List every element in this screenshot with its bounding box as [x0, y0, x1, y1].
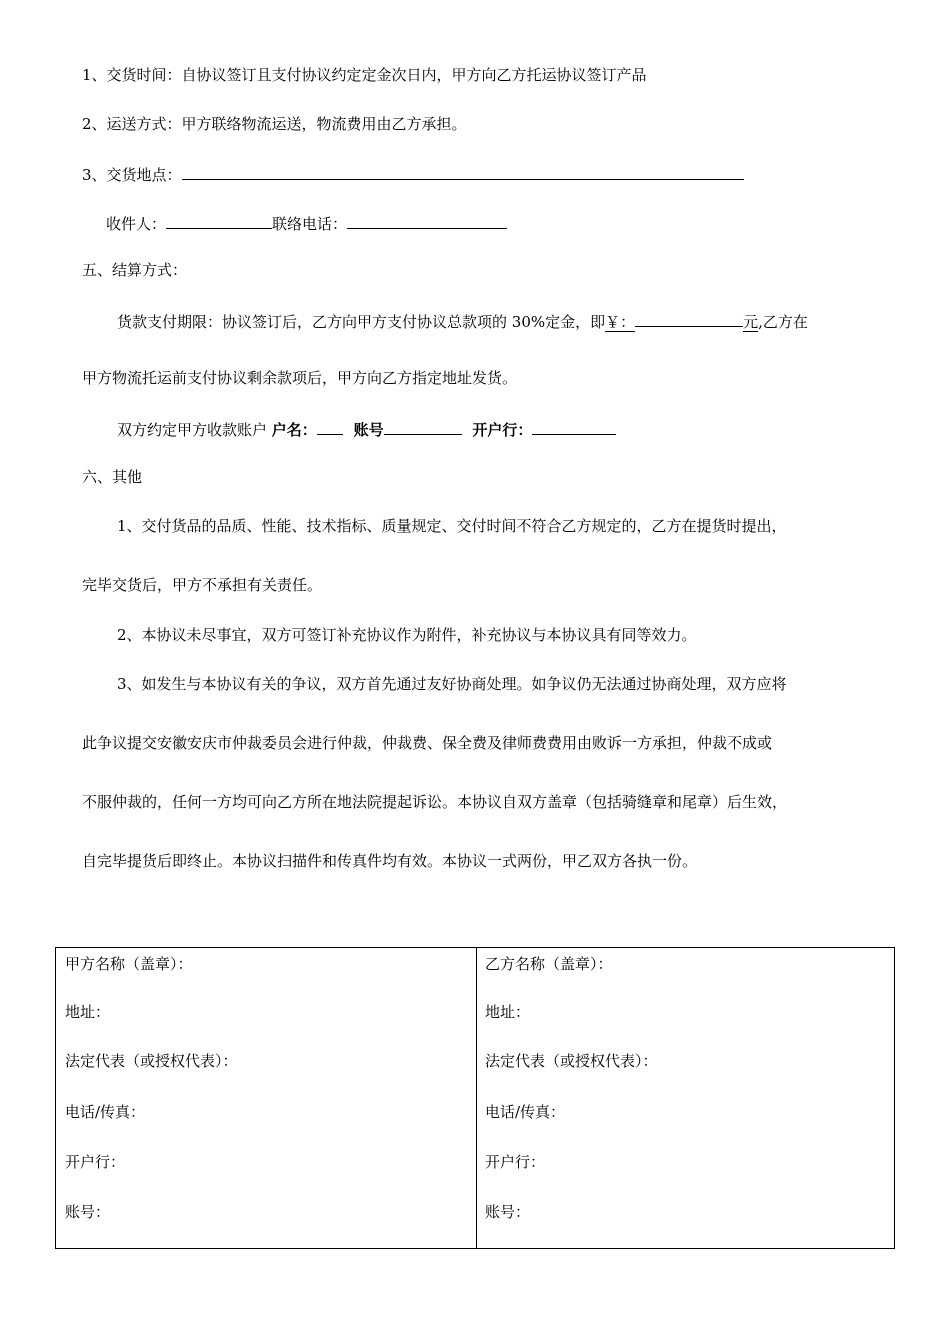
delivery-location-blank[interactable]	[182, 162, 744, 180]
recipient-line	[106, 211, 507, 234]
clause-1-line2: 完毕交货后，甲方不承担有关责任。	[82, 576, 323, 594]
currency-unit: 元	[743, 313, 759, 331]
delivery-location-label: 3、交货地点：	[82, 166, 182, 184]
payment-term-text: 货款支付期限：协议签订后，乙方向甲方支付协议总款项的 30%定金，即	[117, 313, 606, 331]
account-line	[117, 417, 616, 440]
account-name-blank[interactable]	[317, 417, 343, 435]
clause-2: 2、本协议未尽事宜，双方可签订补充协议作为附件，补充协议与本协议具有同等效力。	[117, 626, 697, 644]
account-no-label: 账号	[353, 421, 384, 439]
bank-label: 开户行：	[472, 421, 533, 439]
clause-3-line4: 自完毕提货后即终止。本协议扫描件和传真件均有效。本协议一式两份，甲乙双方各执一份。	[82, 852, 698, 870]
party-b-bank: 开户行：	[485, 1153, 546, 1171]
clause-3-line2: 此争议提交安徽安庆市仲裁委员会进行仲裁，仲裁费、保全费及律师费费用由败诉一方承担，仲裁不成或	[82, 734, 773, 752]
delivery-time-clause: 1、交货时间：自协议签订且支付协议约定定金次日内，甲方向乙方托运协议签订产品	[82, 66, 647, 84]
bank-blank[interactable]	[532, 417, 616, 435]
party-b-column	[476, 948, 896, 1248]
party-a-bank: 开户行：	[65, 1153, 126, 1171]
phone-label: 联络电话：	[272, 215, 348, 233]
party-a-address: 地址：	[65, 1003, 111, 1021]
account-intro: 双方约定甲方收款账户	[117, 421, 268, 439]
recipient-blank[interactable]	[166, 211, 272, 229]
account-name-label: 户名：	[271, 421, 317, 439]
phone-blank[interactable]	[347, 211, 507, 229]
recipient-label: 收件人：	[106, 215, 167, 233]
party-a-account: 账号：	[65, 1203, 111, 1221]
shipping-method-clause: 2、运送方式：甲方联络物流运送，物流费用由乙方承担。	[82, 115, 467, 133]
party-a-phone: 电话/传真：	[65, 1103, 146, 1121]
party-a-column	[56, 948, 477, 1248]
party-b-phone: 电话/传真：	[485, 1103, 566, 1121]
delivery-location-clause	[82, 162, 744, 185]
other-heading: 六、其他	[82, 468, 143, 486]
payment-term-suffix: ,乙方在	[758, 313, 808, 331]
party-b-rep: 法定代表（或授权代表）：	[485, 1052, 658, 1070]
account-no-blank[interactable]	[384, 417, 462, 435]
payment-term-line2: 甲方物流托运前支付协议剩余款项后，甲方向乙方指定地址发货。	[82, 369, 518, 387]
deposit-amount-blank[interactable]	[635, 309, 743, 327]
signature-table	[55, 947, 895, 1249]
settlement-heading: 五、结算方式：	[82, 261, 188, 279]
clause-3-line1: 3、如发生与本协议有关的争议，双方首先通过友好协商处理。如争议仍无法通过协商处理，双方应将	[117, 675, 787, 693]
party-b-address: 地址：	[485, 1003, 531, 1021]
party-b-account: 账号：	[485, 1203, 531, 1221]
currency-symbol: ￥：	[605, 313, 636, 331]
clause-3-line3: 不服仲裁的，任何一方均可向乙方所在地法院提起诉讼。本协议自双方盖章（包括骑缝章和尾章）后生效，	[82, 793, 788, 811]
party-a-rep: 法定代表（或授权代表）：	[65, 1052, 238, 1070]
payment-term-line	[117, 309, 808, 332]
party-a-name: 甲方名称（盖章）：	[65, 955, 193, 973]
clause-1-line1: 1、交付货品的品质、性能、技术指标、质量规定、交付时间不符合乙方规定的，乙方在提货时提出，	[117, 517, 787, 535]
party-b-name: 乙方名称（盖章）：	[485, 955, 613, 973]
